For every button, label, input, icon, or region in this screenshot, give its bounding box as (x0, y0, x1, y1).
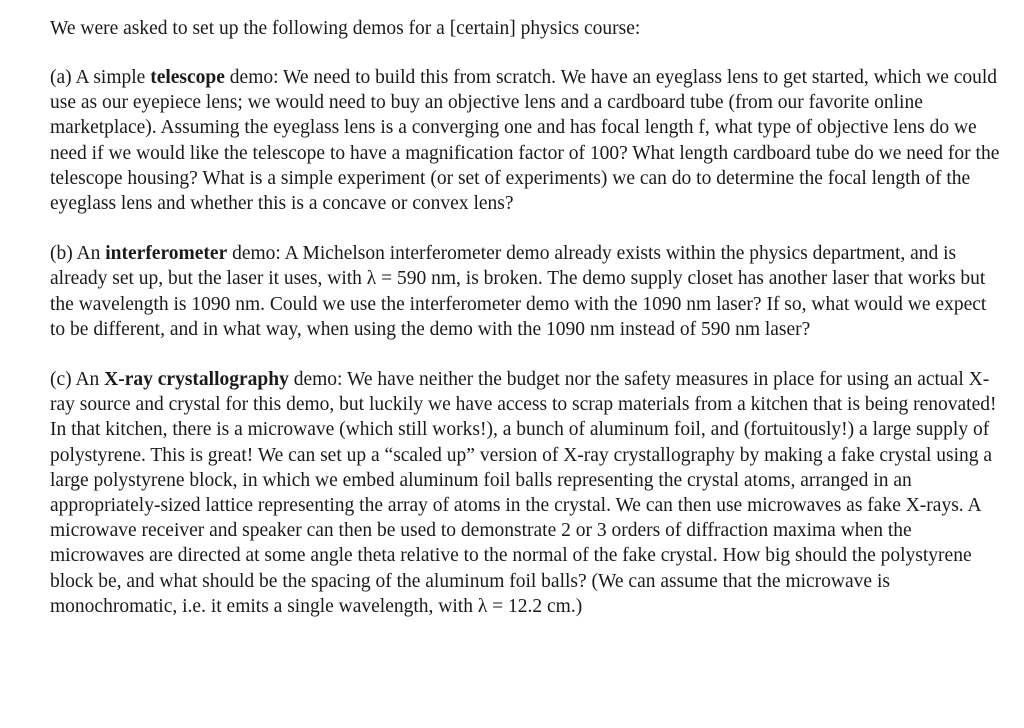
part-c-prefix: (c) An (50, 369, 105, 391)
part-b-keyword: interferometer (105, 243, 228, 265)
part-b-body: demo: A Michelson interferometer demo already exists within the physics department, and is already set up, but the laser it uses, with λ = 590 nm, is broken. The demo supply closet has another laser that works but the wavelength is 1090 nm. Could we use the interferometer demo with the 1090 nm laser? If so, what would we expect to be different, and in what way, when using the demo with the 1090 nm instead of 590 nm laser? (50, 243, 987, 340)
part-c-xray-crystallography (50, 367, 1004, 619)
intro-text: We were asked to set up the following demos for a [certain] physics course: (50, 18, 641, 39)
part-a-keyword: telescope (150, 67, 225, 88)
part-a-prefix: (a) A simple (50, 67, 151, 88)
part-a-body: demo: We need to build this from scratch. We have an eyeglass lens to get started, which we could use as our eyepiece lens; we would need to buy an objective lens and a cardboard tube (from our favorite online marketplace). Assuming the eyeglass lens is a converging one and has focal length f, what type of objective lens do we need if we would like the telescope to have a magnification factor of 100? What length cardboard tube do we need for the telescope housing? What is a simple experiment (or set of experiments) we can do to determine the focal length of the eyeglass lens and whether this is a concave or convex lens? (50, 67, 1000, 215)
part-c-body: demo: We have neither the budget nor the safety measures in place for using an actual X-ray source and crystal for this demo, but luckily we have access to scrap materials from a kitchen that is being renovated! In that kitchen, there is a microwave (which still works!), a bunch of aluminum foil, and (fortuitously!) a large supply of polystyrene. This is great! We can set up a “scaled up” version of X-ray crystallography by making a fake crystal using a large polystyrene block, in which we embed aluminum foil balls representing the crystal atoms, arranged in an appropriately-sized lattice representing the array of atoms in the crystal. We can then use microwaves as fake X-rays. A microwave receiver and speaker can then be used to demonstrate 2 or 3 orders of diffraction maxima when the microwaves are directed at some angle theta relative to the normal of the fake crystal. How big should the polystyrene block be, and what should be the spacing of the aluminum foil balls? (We can assume that the microwave is monochromatic, i.e. it emits a single wavelength, with λ = 12.2 cm.) (50, 369, 997, 617)
part-a-telescope (50, 65, 1004, 216)
part-b-prefix: (b) An (50, 243, 106, 265)
part-c-keyword: X-ray crystallography (104, 369, 289, 391)
part-b-interferometer (50, 241, 1004, 342)
